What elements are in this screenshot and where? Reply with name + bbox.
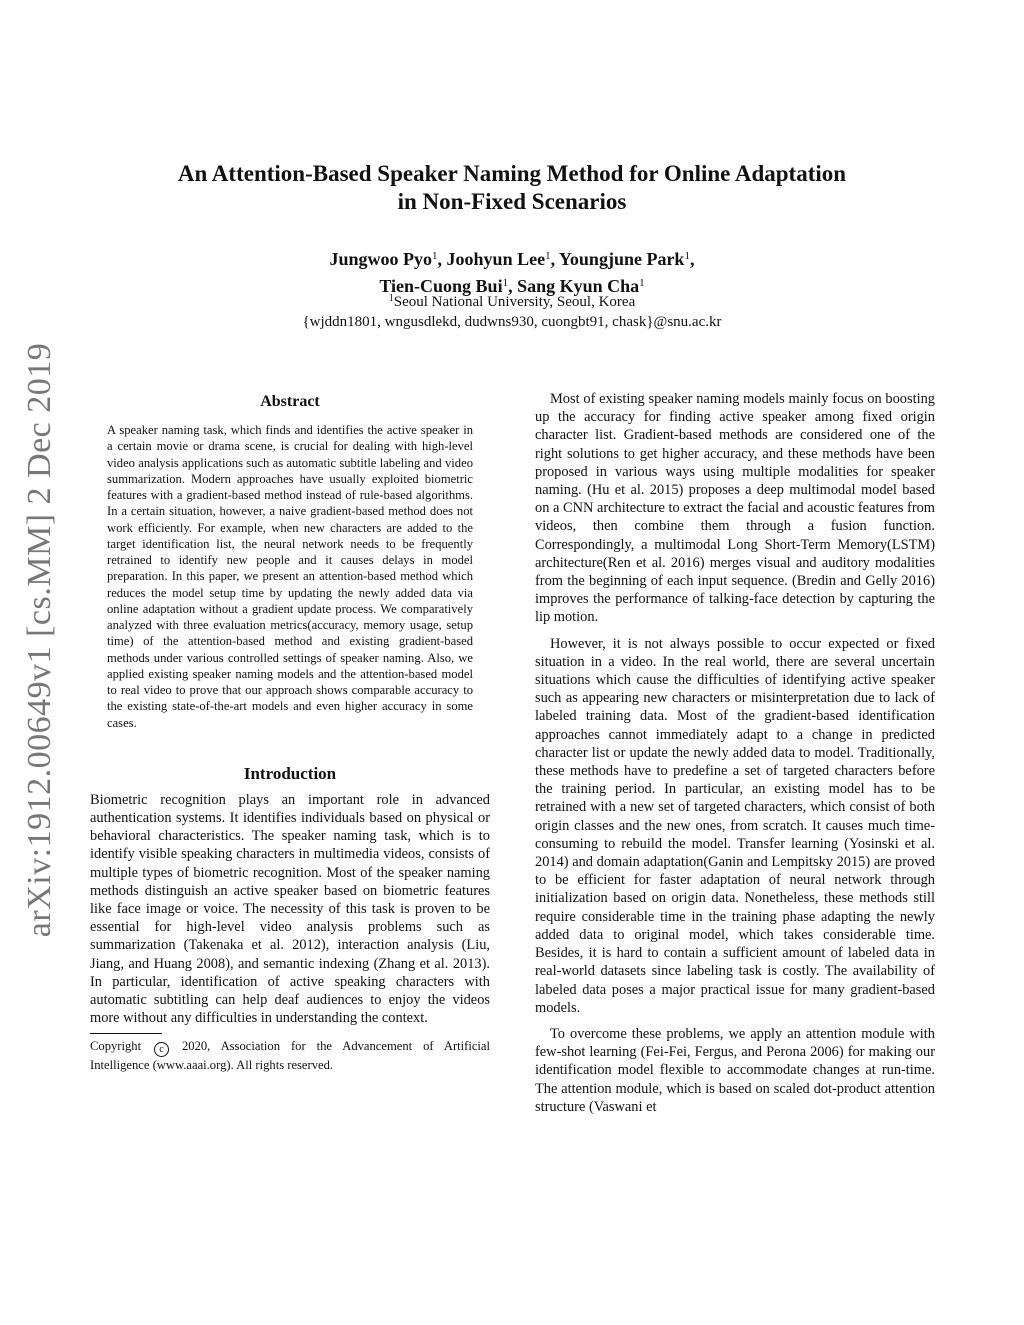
copyright-icon: c: [154, 1042, 169, 1057]
body-paragraph: To overcome these problems, we apply an attention module with few-shot learning (Fei-Fei, Fergus, and Perona 2006) for making our identification model flexible to accommodate changes at run-time. The attention module, which is based on scaled dot-product attention structure (Vaswani et: [535, 1025, 935, 1115]
body-paragraph: Most of existing speaker naming models mainly focus on boosting up the accuracy for finding active speaker among fixed origin character list. Gradient-based methods are considered one of the right solutions to get higher accuracy, and these methods have been proposed in various ways using multiple modalities for speaker naming. (Hu et al. 2015) proposes a deep multimodal model based on a CNN architecture to extract the facial and acoustic features from videos, then combine them through a fusion function. Correspondingly, a multimodal Long Short-Term Memory(LSTM) architecture(Ren et al. 2016) merges visual and auditory modalities from the beginning of each input sequence. (Bredin and Gelly 2016) improves the performance of talking-face detection by capturing the lip motion.: [535, 391, 935, 626]
affiliation-mark: 1: [388, 293, 394, 304]
affiliation-mark: 1: [639, 277, 645, 289]
body-paragraph: However, it is not always possible to occur expected or fixed situation in a video. In the real world, there are several uncertain situations which cause the difficulties of identifying active speaker such as appearing new characters or misinterpretation due to lack of labeled training data. Most of the gradient-based identification approaches cannot immediately adapt to a change in predicted character list or update the newly added data to model. Traditionally, these methods have to predefine a set of targeted characters before the training period. In particular, an existing model has to be retrained with a new set of targeted characters, which consist of both origin classes and the new ones, from scratch. It causes much time-consuming to rebuild the model. Transfer learning (Yosinski et al. 2014) and domain adaptation(Ganin and Lempitsky 2015) are proved to be efficient for faster adaptation of neural network through initialization based on origin data. Nonetheless, these methods still require considerable time in the training phase adapting the newly added data to original model, which takes considerable time. Besides, it is hard to contain a sufficient amount of labeled data in real-world datasets since labeling task is costly. The availability of labeled data poses a major practical issue for many gradient-based models.: [535, 635, 935, 1016]
arxiv-identifier-stamp: arXiv:1912.00649v1 [cs.MM] 2 Dec 2019: [21, 342, 58, 938]
paper-title: [100, 160, 924, 216]
paper-title-line-2: in Non-Fixed Scenarios: [397, 189, 627, 214]
abstract-heading: Abstract: [260, 393, 320, 410]
abstract-text: A speaker naming task, which finds and identifies the active speaker in a certain movie or drama scene, is crucial for dealing with high-level video analysis applications such as automatic subtitle labeling and video summarization. Modern approaches have usually exploited biometric features with a gradient-based method instead of rule-based algorithms. In a certain situation, however, a naive gradient-based method does not work efficiently. For example, when new characters are added to the target identification list, the neural network needs to be frequently retrained to identify new people and it causes delays in model preparation. In this paper, we present an attention-based method which reduces the model setup time by updating the newly added data via online adaptation without a gradient update process. We comparatively analyzed with three evaluation metrics(accuracy, memory usage, setup time) of the attention-based method and existing gradient-based methods under various controlled settings of speaker naming. Also, we applied existing speaker naming models and the attention-based model to real video to prove that our approach shows comparable accuracy to the existing state-of-the-art models and even higher accuracy in some cases.: [107, 423, 473, 730]
introduction-heading: Introduction: [243, 763, 337, 783]
author-name: Sang Kyun Cha: [517, 276, 640, 296]
affiliation-mark: 1: [545, 250, 551, 262]
footnote-divider: [90, 1033, 162, 1034]
affiliation-block: [100, 289, 924, 332]
left-column: [90, 390, 490, 1073]
author-line-1: Jungwoo Pyo$^1$, Joohyun Lee$^1$, Youngjune Park$^1$,: [329, 249, 695, 269]
affiliation-mark: 1: [432, 250, 438, 262]
affiliation-institution: $^1$Seoul National University, Seoul, Korea: [388, 293, 636, 310]
author-name: Youngjune Park: [558, 249, 685, 269]
copyright-footnote: Copyright c 2020, Association for the Advancement of Artificial Intelligence (www.aaai.org). All rights reserved.: [90, 1039, 490, 1073]
right-column: [535, 390, 935, 1124]
author-name: Joohyun Lee: [446, 249, 546, 269]
author-line-2: Tien-Cuong Bui$^1$, Sang Kyun Cha$^1$: [379, 276, 645, 296]
paper-title-line-1: An Attention-Based Speaker Naming Method for Online Adaptation: [177, 161, 847, 186]
author-emails: {wjddn1801, wngusdlekd, dudwns930, cuongbt91, chask}@snu.ac.kr: [302, 314, 722, 330]
author-name: Jungwoo Pyo: [329, 249, 433, 269]
affiliation-mark: 1: [502, 277, 509, 289]
author-name: Tien-Cuong Bui: [379, 276, 503, 296]
introduction-paragraph: Biometric recognition plays an important role in advanced authentication systems. It identifies individuals based on physical or behavioral characteristics. The speaker naming task, which is to identify visible speaking characters in multimedia videos, consists of multiple types of biometric recognition. Most of the speaker naming methods distinguish an active speaker based on biometric features like face image or voice. The necessity of this task is proven to be essential for high-level video analysis problems such as summarization (Takenaka et al. 2012), interaction analysis (Liu, Jiang, and Huang 2008), and semantic indexing (Zhang et al. 2013). In particular, identification of active speaking characters with automatic subtitling can help deaf audiences to enjoy the videos more without any difficulties in understanding the context.: [90, 791, 490, 1027]
affiliation-mark: 1: [684, 250, 690, 262]
